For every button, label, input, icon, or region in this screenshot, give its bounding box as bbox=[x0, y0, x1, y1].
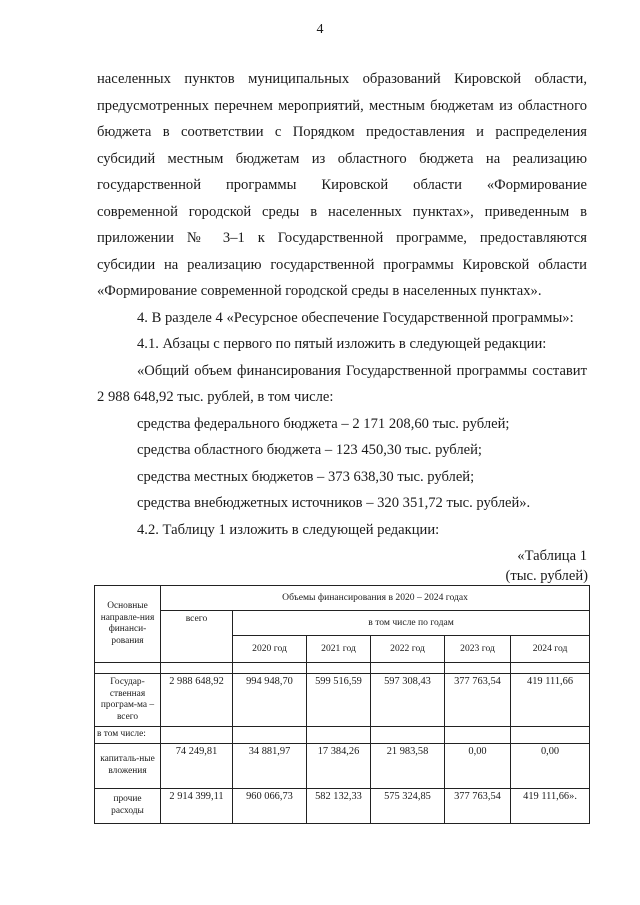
header-by-years: в том числе по годам bbox=[233, 611, 590, 636]
paragraph-line: 4.2. Таблицу 1 изложить в следующей редакции: bbox=[137, 521, 440, 538]
paragraph-line: «Общий объем финансирования Государственной программы составит bbox=[137, 362, 587, 379]
financing-table bbox=[94, 585, 590, 824]
paragraph-line: «Формирование современной городской среды в населенных пунктах». bbox=[97, 283, 542, 299]
body-text bbox=[97, 66, 587, 570]
header-volumes: Объемы финансирования в 2020 – 2024 годах bbox=[161, 586, 590, 611]
row-label: капиталь-ные вложения bbox=[95, 743, 161, 788]
cell-value: 17 384,26 bbox=[307, 743, 371, 788]
page-number: 4 bbox=[316, 22, 324, 37]
paragraph-line: 4.1. Абзацы с первого по пятый изложить в следующей редакции: bbox=[137, 336, 547, 352]
cell-value: 582 132,33 bbox=[307, 788, 371, 823]
cell-value: 960 066,73 bbox=[233, 788, 307, 823]
paragraph-line: государственной программы Кировской области «Формирование bbox=[97, 177, 587, 193]
spacer-row bbox=[95, 663, 590, 674]
table-row bbox=[95, 727, 590, 744]
paragraph-line: субсидий местным бюджетам из областного бюджета на реализацию bbox=[97, 150, 587, 167]
header-year: 2021 год bbox=[307, 636, 371, 663]
cell-value bbox=[445, 727, 511, 744]
header-year: 2023 год bbox=[445, 636, 511, 663]
cell-value: 377 763,54 bbox=[445, 674, 511, 727]
paragraph-line: населенных пунктов муниципальных образований Кировской области, bbox=[97, 71, 587, 87]
paragraph-line: средства местных бюджетов – 373 638,30 тыс. рублей; bbox=[137, 468, 475, 485]
cell-value: 0,00 bbox=[511, 743, 590, 788]
row-label: в том числе: bbox=[95, 727, 161, 744]
cell-value: 994 948,70 bbox=[233, 674, 307, 727]
table-caption: «Таблица 1 bbox=[517, 548, 587, 564]
table-unit: (тыс. рублей) bbox=[505, 568, 588, 584]
cell-value bbox=[307, 727, 371, 744]
paragraph-line: средства внебюджетных источников – 320 351,72 тыс. рублей». bbox=[137, 495, 531, 511]
cell-total bbox=[161, 727, 233, 744]
cell-value: 21 983,58 bbox=[371, 743, 445, 788]
cell-value: 0,00 bbox=[445, 743, 511, 788]
paragraph-line: 2 988 648,92 тыс. рублей, в том числе: bbox=[97, 389, 334, 405]
header-directions: Основные направле-ния финанси-рования bbox=[95, 586, 161, 663]
paragraph-line: средства областного бюджета – 123 450,30 тыс. рублей; bbox=[137, 442, 482, 458]
cell-value: 599 516,59 bbox=[307, 674, 371, 727]
row-label: Государ-ственная програм-ма – всего bbox=[95, 674, 161, 727]
paragraph-line: 4. В разделе 4 «Ресурсное обеспечение Государственной программы»: bbox=[137, 309, 574, 326]
paragraph-line: современной городской среды в населенных пунктах», приведенным в bbox=[97, 203, 587, 220]
cell-value: 597 308,43 bbox=[371, 674, 445, 727]
table-row bbox=[95, 743, 590, 788]
table-row bbox=[95, 788, 590, 823]
paragraph-line: приложении № 3–1 к Государственной программе, предоставляются bbox=[97, 230, 587, 246]
cell-value: 34 881,97 bbox=[233, 743, 307, 788]
cell-value bbox=[511, 727, 590, 744]
paragraph-line: субсидии на реализацию государственной программы Кировской области bbox=[97, 256, 587, 273]
paragraph-line: предусмотренных перечнем мероприятий, местным бюджетам из областного bbox=[97, 97, 587, 114]
header-year: 2020 год bbox=[233, 636, 307, 663]
cell-value bbox=[233, 727, 307, 744]
paragraph-line: средства федерального бюджета – 2 171 208,60 тыс. рублей; bbox=[137, 415, 510, 432]
row-label: прочие расходы bbox=[95, 788, 161, 823]
cell-total: 74 249,81 bbox=[161, 743, 233, 788]
header-total: всего bbox=[161, 611, 233, 663]
cell-total: 2 914 399,11 bbox=[161, 788, 233, 823]
table-row bbox=[95, 674, 590, 727]
cell-value: 419 111,66 bbox=[511, 674, 590, 727]
cell-value bbox=[371, 727, 445, 744]
header-year: 2024 год bbox=[511, 636, 590, 663]
header-year: 2022 год bbox=[371, 636, 445, 663]
paragraph-line: бюджета в соответствии с Порядком предоставления и распределения bbox=[97, 124, 587, 140]
cell-value: 419 111,66». bbox=[511, 788, 590, 823]
cell-total: 2 988 648,92 bbox=[161, 674, 233, 727]
cell-value: 575 324,85 bbox=[371, 788, 445, 823]
cell-value: 377 763,54 bbox=[445, 788, 511, 823]
